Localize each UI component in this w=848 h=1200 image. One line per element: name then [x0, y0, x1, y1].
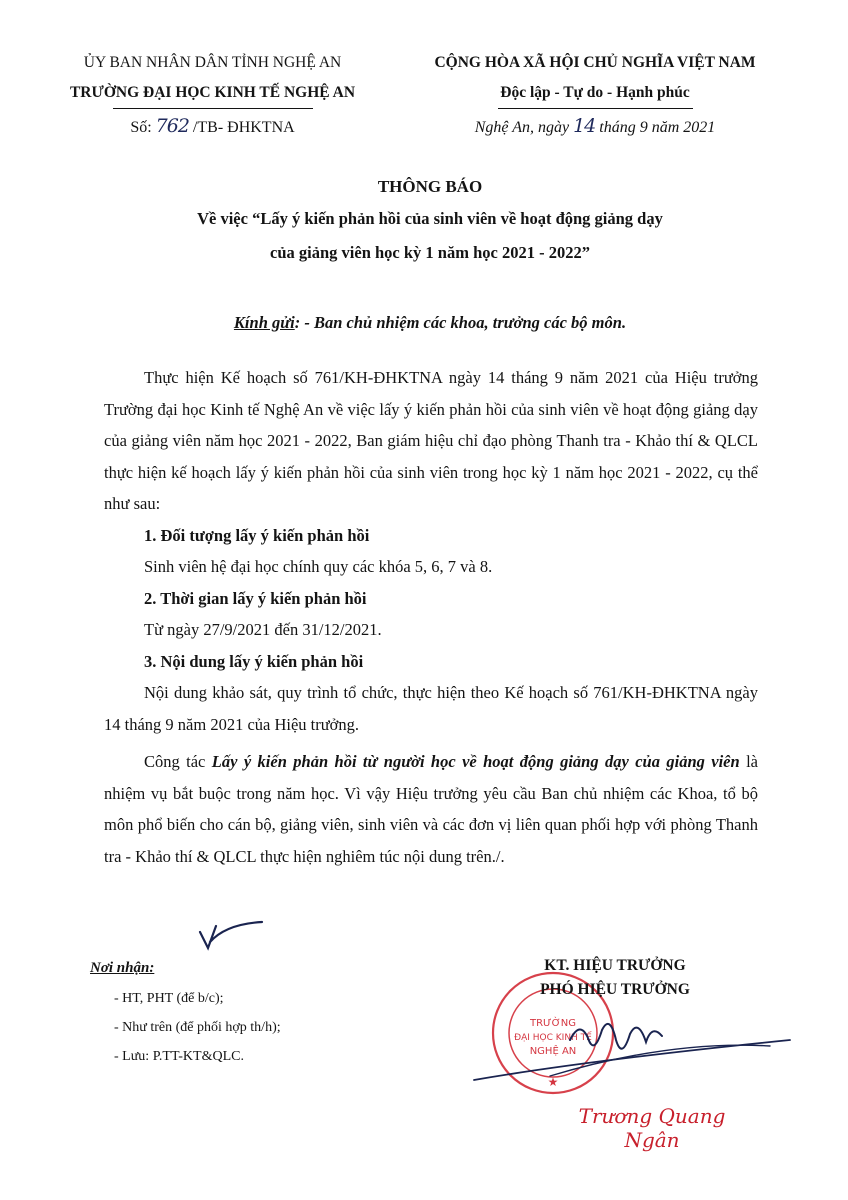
recipient-text: : - Ban chủ nhiệm các khoa, trưởng các bộ môn. — [294, 313, 627, 332]
svg-text:ĐẠI HỌC KINH TẾ: ĐẠI HỌC KINH TẾ — [514, 1033, 592, 1043]
intro-paragraph: Thực hiện Kế hoạch số 761/KH-ĐHKTNA ngày 14 tháng 9 năm 2021 của Hiệu trưởng Trường đại học Kinh tế Nghệ An về việc lấy ý kiến phản hồi của sinh viên về hoạt động giảng dạy của giảng viên năm học 2021 - 2022, Ban giám hiệu chỉ đạo phòng Thanh tra - Khảo thí & QLCL thực hiện kế hoạch lấy ý kiến phản hồi của sinh viên trong học kỳ 1 năm học 2021 - 2022, cụ thể như sau: — [104, 368, 758, 513]
signature-block — [470, 954, 760, 1002]
document-number-prefix: Số: — [130, 119, 152, 136]
recipient-item: - HT, PHT (để b/c); — [114, 991, 224, 1006]
date-day-handwritten: 14 — [573, 115, 596, 137]
closing-part-2: là nhiệm vụ bắt buộc trong năm học. Vì vậy Hiệu trưởng yêu cầu Ban chủ nhiệm các Khoa, tổ bộ môn phổ biến cho cán bộ, giảng viên, sinh viên và các đơn vị liên quan phối hợp với phòng Thanh tra - Khảo thí & QLCL thực hiện nghiêm túc nội dung trên./. — [104, 752, 758, 866]
closing-emphasis: Lấy ý kiến phản hồi từ người học về hoạt động giảng dạy của giảng viên — [211, 752, 740, 771]
handwritten-signature — [470, 1000, 800, 1090]
section-3-heading: 3. Nội dung lấy ý kiến phản hồi — [144, 651, 364, 671]
title-block — [80, 172, 780, 270]
closing-paragraph — [104, 746, 758, 872]
date-prefix: Nghệ An, ngày — [474, 119, 570, 136]
section-1-heading: 1. Đối tượng lấy ý kiến phản hồi — [144, 525, 370, 545]
issuer-name: TRƯỜNG ĐẠI HỌC KINH TẾ NGHỆ AN — [69, 84, 356, 101]
subject-line-2: của giảng viên học kỳ 1 năm học 2021 - 2022” — [270, 243, 590, 262]
recipient-label: Kính gửi — [233, 313, 295, 332]
svg-text:★: ★ — [547, 1075, 559, 1089]
section-2-text: Từ ngày 27/9/2021 đến 31/12/2021. — [144, 620, 382, 639]
signature-title-1: KT. HIỆU TRƯỞNG — [544, 957, 686, 974]
document-date — [405, 109, 785, 145]
document-title: THÔNG BÁO — [377, 177, 483, 196]
recipient-item: - Lưu: P.TT-KT&QLC. — [114, 1049, 244, 1064]
national-motto: Độc lập - Tự do - Hạnh phúc — [500, 84, 690, 101]
recipient-item: - Như trên (để phối hợp th/h); — [114, 1020, 281, 1035]
closing-part-1: Công tác — [144, 752, 212, 771]
initial-check-mark — [196, 918, 266, 958]
signature-title-2: PHÓ HIỆU TRƯỞNG — [540, 981, 690, 998]
svg-text:NGHỆ AN: NGHỆ AN — [529, 1046, 577, 1057]
signer-name: Trương Quang Ngân — [578, 1104, 726, 1152]
section-2-heading: 2. Thời gian lấy ý kiến phản hồi — [144, 588, 367, 608]
section-1-text: Sinh viên hệ đại học chính quy các khóa 5, 6, 7 và 8. — [144, 557, 493, 576]
recipients-title: Nơi nhận: — [90, 960, 155, 976]
document-number-suffix: /TB- ĐHKTNA — [192, 119, 295, 136]
svg-text:TRƯỜNG: TRƯỜNG — [530, 1018, 576, 1029]
national-title: CỘNG HÒA XÃ HỘI CHỦ NGHĨA VIỆT NAM — [434, 54, 756, 71]
issuer-header — [50, 48, 375, 145]
document-number-handwritten: 762 — [155, 115, 189, 137]
national-header — [405, 48, 785, 145]
recipients-block — [90, 956, 390, 1071]
document-number — [50, 109, 375, 145]
recipient-line — [80, 308, 780, 338]
subject-line-1: Về việc “Lấy ý kiến phản hồi của sinh viên về hoạt động giảng dạy — [197, 209, 663, 228]
document-body — [104, 362, 758, 872]
section-3-text: Nội dung khảo sát, quy trình tổ chức, thực hiện theo Kế hoạch số 761/KH-ĐHKTNA ngày 14 tháng 9 năm 2021 của Hiệu trưởng. — [104, 683, 758, 734]
date-suffix: tháng 9 năm 2021 — [599, 119, 716, 136]
issuer-authority: ỦY BAN NHÂN DÂN TỈNH NGHỆ AN — [83, 54, 342, 71]
